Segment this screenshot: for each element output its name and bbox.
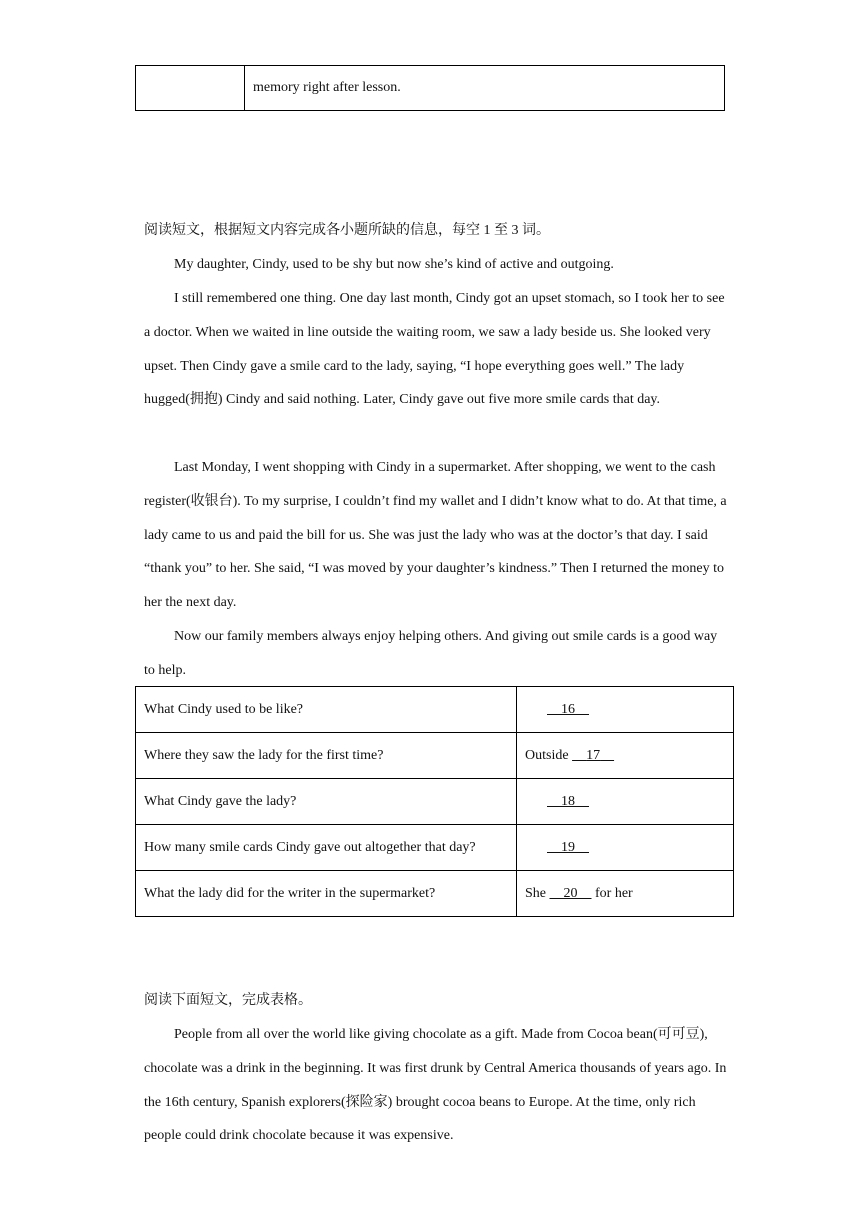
question-cell: What Cindy used to be like? bbox=[136, 687, 517, 733]
answer-cell bbox=[517, 733, 734, 779]
answer-cell bbox=[517, 779, 734, 825]
previous-answer-table bbox=[135, 65, 725, 111]
section1-instruction: 阅读短文，根据短文内容完成各小题所缺的信息，每空 1 至 3 词。 bbox=[144, 223, 550, 238]
section2-paragraph-1: People from all over the world like giving chocolate as a gift. Made from Cocoa bean(可可豆), chocolate was a drink in the beginning. It was first drunk by Central America thousands of years ago. In the 16th century, Spanish explorers(探险家) brought cocoa beans to Europe. At the time, only rich people could drink chocolate because it was expensive. bbox=[144, 1027, 727, 1144]
table-cell-text: memory right after lesson. bbox=[245, 66, 725, 111]
section1-paragraph-3: Last Monday, I went shopping with Cindy in a supermarket. After shopping, we went to the cash register(收银台). To my surprise, I couldn’t find my wallet and I didn’t know what to do. At that time, a lady came to us and paid the bill for us. She was just the lady who was at the doctor’s that day. I said “thank you” to her. She said, “I was moved by your daughter’s kindness.” Then I returned the money to her the next day. bbox=[144, 460, 727, 611]
answer-prefix: She bbox=[525, 885, 550, 901]
table-row bbox=[136, 687, 734, 733]
answer-blank[interactable]: 17 bbox=[586, 747, 601, 763]
section1-paragraph-2: I still remembered one thing. One day last month, Cindy got an upset stomach, so I took her to see a doctor. When we waited in line outside the waiting room, we saw a lady beside us. She looked very upset. Then Cindy gave a smile card to the lady, saying, “I hope everything goes well.” The lady hugged(拥抱) Cindy and said nothing. Later, Cindy gave out five more smile cards that day. bbox=[144, 291, 725, 408]
table-row bbox=[136, 66, 725, 111]
answer-cell bbox=[517, 825, 734, 871]
table-row bbox=[136, 825, 734, 871]
answer-blank[interactable]: 20 bbox=[563, 885, 578, 901]
question-table bbox=[135, 686, 734, 917]
question-cell: What the lady did for the writer in the supermarket? bbox=[136, 871, 517, 917]
table-row bbox=[136, 871, 734, 917]
answer-blank[interactable]: 19 bbox=[561, 839, 575, 855]
answer-prefix: Outside bbox=[525, 747, 573, 763]
section1-paragraph-4: Now our family members always enjoy helping others. And giving out smile cards is a good way to help. bbox=[144, 629, 718, 678]
section2-instruction: 阅读下面短文，完成表格。 bbox=[144, 993, 312, 1008]
answer-blank[interactable]: 16 bbox=[561, 701, 575, 717]
answer-blank[interactable]: 18 bbox=[561, 793, 575, 809]
answer-cell bbox=[517, 871, 734, 917]
answer-suffix: for her bbox=[591, 885, 633, 901]
question-cell: How many smile cards Cindy gave out altogether that day? bbox=[136, 825, 517, 871]
table-row bbox=[136, 779, 734, 825]
question-cell: Where they saw the lady for the first time? bbox=[136, 733, 517, 779]
table-row bbox=[136, 733, 734, 779]
table-cell-empty bbox=[136, 66, 245, 111]
question-cell: What Cindy gave the lady? bbox=[136, 779, 517, 825]
answer-cell bbox=[517, 687, 734, 733]
section1-paragraph-1: My daughter, Cindy, used to be shy but now she’s kind of active and outgoing. bbox=[174, 257, 614, 272]
